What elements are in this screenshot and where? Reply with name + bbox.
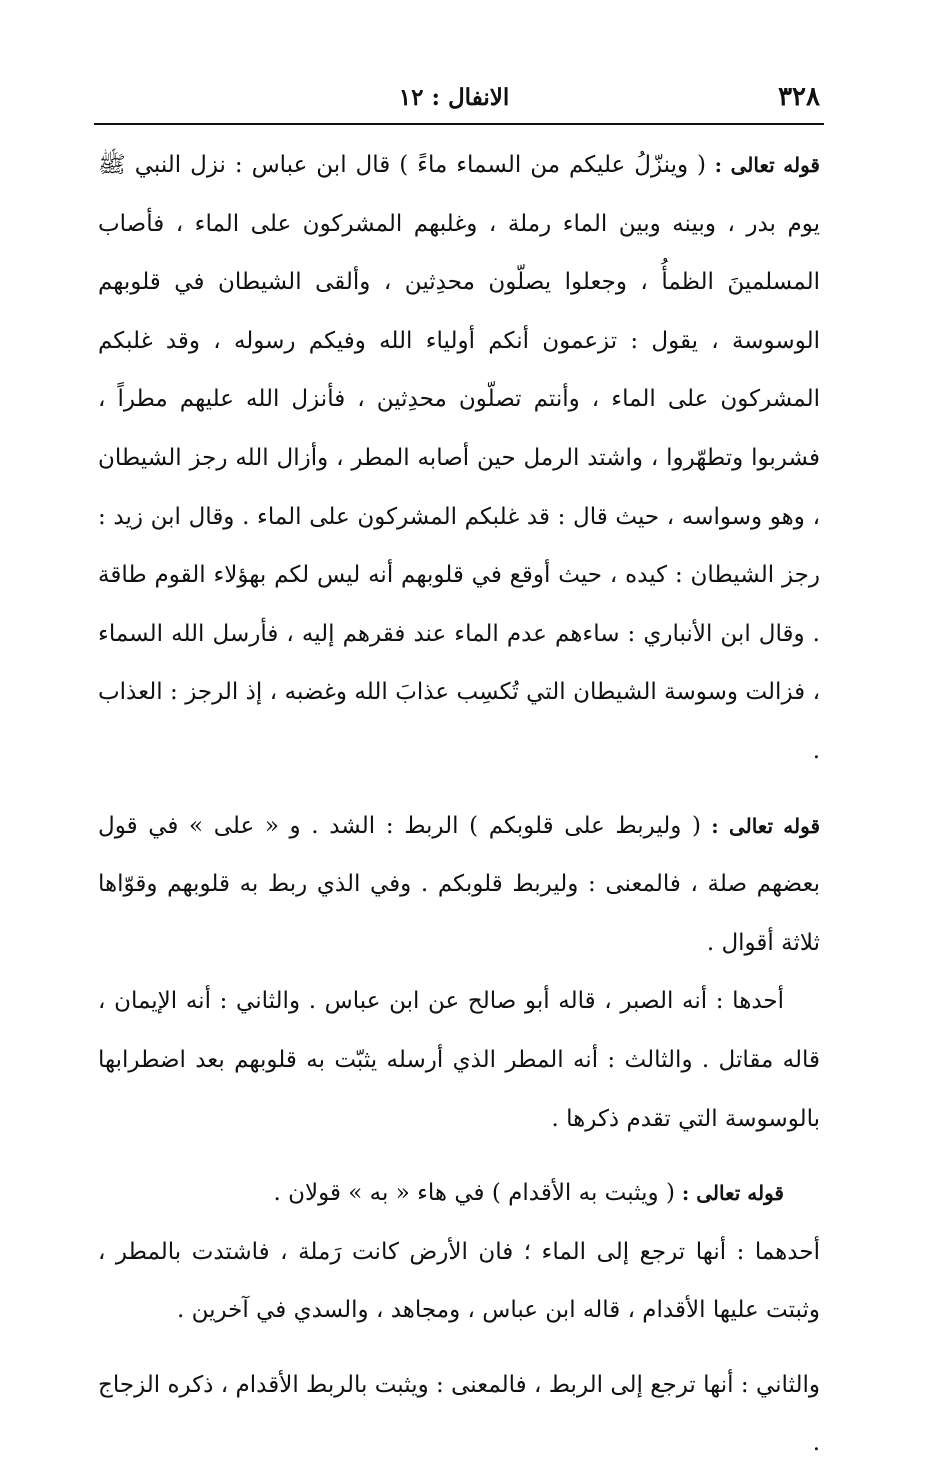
page-number: ٣٢٨ <box>778 82 820 112</box>
paragraph-second-opinion <box>98 1356 820 1473</box>
paragraph-three-opinions <box>98 972 820 1148</box>
verse-lead: قوله تعالى : <box>701 813 820 838</box>
header-rule <box>94 123 824 125</box>
paragraph-first-opinion <box>98 1223 820 1340</box>
page-body <box>98 136 820 1473</box>
verse-lead: قوله تعالى : <box>706 153 820 177</box>
paragraph-text: أحدهما : أنها ترجع إلى الماء ؛ فان الأرض كانت رَملة ، فاشتدت بالمطر ، وثبتت عليها الأقدام ، قاله ابن عباس ، ومجاهد ، والسدي في آخرين . <box>98 1238 820 1324</box>
paragraph-rain-verse <box>98 136 820 781</box>
paragraph-bind-hearts-verse <box>98 797 820 973</box>
paragraph-text: ( وليربط على قلوبكم ) الربط : الشد . و « على » في قول بعضهم صلة ، فالمعنى : وليربط قلوبكم . وفي الذي ربط به قلوبهم وقوّاها ثلاثة أقوال . <box>98 812 820 956</box>
paragraph-text: ( وينزّلُ عليكم من السماء ماءً ) قال ابن عباس : نزل النبي ﷺ يوم بدر ، وبينه وبين الماء رملة ، وغلبهم المشركون على الماء ، فأصاب المسلمينَ الظمأُ ، وجعلوا يصلّون محدِثين ، وألقى الشيطان في قلوبهم الوسوسة ، يقول : تزعمون أنكم أولياء الله وفيكم رسوله ، وقد غلبكم المشركون على الماء ، وأنتم تصلّون محدِثين ، فأنزل الله عليهم مطراً ، فشربوا وتطهّروا ، واشتد الرمل حين أصابه المطر ، وأزال الله رجز الشيطان ، وهو وسواسه ، حيث قال : قد غلبكم المشركون على الماء . وقال ابن زيد : رجز الشيطان : كيده ، حيث أوقع في قلوبهم أنه ليس لكم بهؤلاء القوم طاقة . وقال ابن الأنباري : ساءهم عدم الماء عند فقرهم إليه ، فأرسل الله السماء ، فزالت وسوسة الشيطان التي تُكسِب عذابَ الله وغضبه ، إذ الرجز : العذاب . <box>98 152 820 764</box>
running-title: الانفال : ١٢ <box>398 84 510 111</box>
paragraph-text: أحدها : أنه الصبر ، قاله أبو صالح عن ابن عباس . والثاني : أنه الإيمان ، قاله مقاتل . والثالث : أنه المطر الذي أرسله يثبّت به قلوبهم بعد اضطرابها بالوسوسة التي تقدم ذكرها . <box>98 988 820 1132</box>
verse-lead: قوله تعالى : <box>674 1181 784 1206</box>
paragraph-text: والثاني : أنها ترجع إلى الربط ، فالمعنى : ويثبت بالربط الأقدام ، ذكره الزجاج . <box>98 1371 820 1457</box>
paragraph-text: ( ويثبت به الأقدام ) في هاء « به » قولان . <box>273 1180 675 1207</box>
page-header <box>88 78 820 124</box>
paragraph-firm-feet-verse <box>98 1164 820 1223</box>
